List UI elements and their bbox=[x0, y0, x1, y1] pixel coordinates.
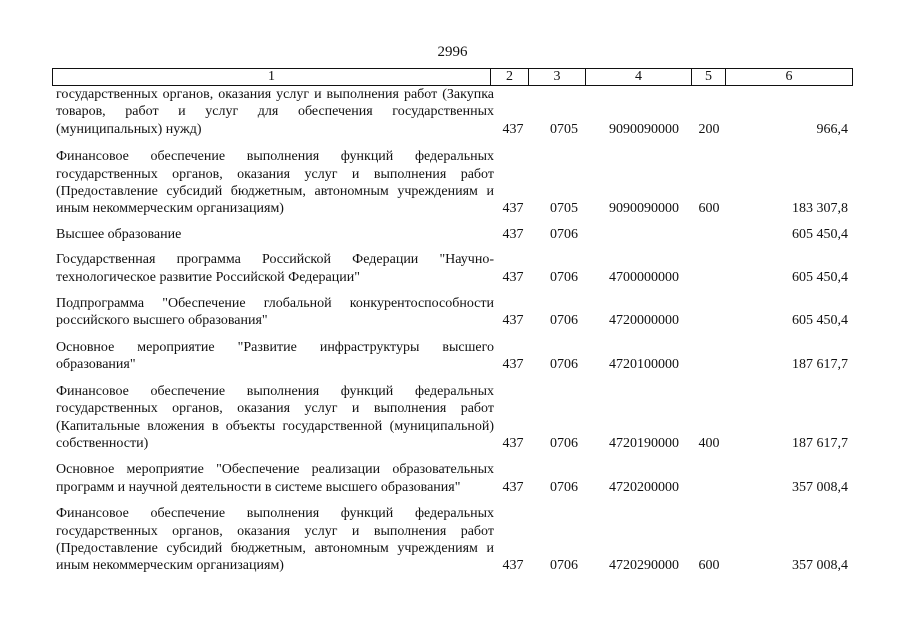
row-ministry-code: 437 bbox=[502, 201, 524, 217]
table-row bbox=[52, 295, 852, 330]
row-description: Основное мероприятие "Развитие инфраструктуры высшего образования" bbox=[56, 339, 494, 373]
table-row bbox=[52, 505, 852, 575]
row-description: Финансовое обеспечение выполнения функций федеральных государственных органов, оказания услуг и выполнения работ (Предоставление субсидий бюджетным, автономным учреждениям и иным некоммерческим организациям) bbox=[56, 506, 494, 574]
budget-table-body bbox=[52, 86, 852, 575]
row-target-code: 4700000000 bbox=[609, 269, 679, 285]
table-row bbox=[52, 461, 852, 496]
row-target-code: 4720000000 bbox=[609, 313, 679, 329]
row-section-code: 0705 bbox=[550, 121, 578, 137]
row-amount: 357 008,4 bbox=[792, 479, 848, 495]
row-section-code: 0706 bbox=[550, 479, 578, 495]
table-row bbox=[52, 383, 852, 453]
row-description: Финансовое обеспечение выполнения функций федеральных государственных органов, оказания услуг и выполнения работ (Капитальные вложения в объекты государственной (муниципальной) собственности) bbox=[56, 383, 494, 451]
row-section-code: 0706 bbox=[550, 269, 578, 285]
column-header-2: 2 bbox=[491, 69, 529, 86]
row-amount: 605 450,4 bbox=[792, 313, 848, 329]
row-ministry-code: 437 bbox=[502, 313, 524, 329]
column-header-3: 3 bbox=[529, 69, 586, 86]
row-section-code: 0706 bbox=[550, 226, 578, 242]
row-target-code: 9090090000 bbox=[609, 201, 679, 217]
row-description: Основное мероприятие "Обеспечение реализации образовательных программ и научной деятельности в системе высшего образования" bbox=[56, 462, 494, 495]
row-description: Государственная программа Российской Федерации "Научно-технологическое развитие Российской Федерации" bbox=[56, 252, 494, 285]
row-description: Подпрограмма "Обеспечение глобальной конкурентоспособности российского высшего образования" bbox=[56, 296, 494, 329]
column-header-5: 5 bbox=[692, 69, 726, 86]
row-amount: 183 307,8 bbox=[792, 201, 848, 217]
row-section-code: 0706 bbox=[550, 558, 578, 574]
row-ministry-code: 437 bbox=[502, 435, 524, 451]
row-amount: 605 450,4 bbox=[792, 269, 848, 285]
row-section-code: 0706 bbox=[550, 313, 578, 329]
row-target-code: 4720190000 bbox=[609, 435, 679, 451]
row-section-code: 0706 bbox=[550, 435, 578, 451]
page-number: 2996 bbox=[437, 44, 468, 60]
row-description: Высшее образование bbox=[56, 226, 182, 242]
row-target-code: 9090090000 bbox=[609, 121, 679, 137]
row-description: Финансовое обеспечение выполнения функций федеральных государственных органов, оказания услуг и выполнения работ (Предоставление субсидий бюджетным, автономным учреждениям и иным некоммерческим организациям) bbox=[56, 149, 494, 217]
row-ministry-code: 437 bbox=[502, 226, 524, 242]
column-header-table bbox=[52, 68, 853, 86]
column-header-4: 4 bbox=[586, 69, 692, 86]
row-expense-type: 600 bbox=[698, 201, 720, 217]
table-row bbox=[52, 226, 852, 243]
row-section-code: 0705 bbox=[550, 201, 578, 217]
row-target-code: 4720100000 bbox=[609, 357, 679, 373]
row-target-code: 4720290000 bbox=[609, 558, 679, 574]
table-row bbox=[52, 148, 852, 218]
row-amount: 966,4 bbox=[816, 121, 848, 137]
column-header-1: 1 bbox=[53, 69, 491, 86]
table-row bbox=[52, 86, 852, 138]
row-expense-type: 600 bbox=[698, 558, 720, 574]
row-amount: 187 617,7 bbox=[792, 357, 848, 373]
table-row bbox=[52, 339, 852, 374]
row-ministry-code: 437 bbox=[502, 479, 524, 495]
column-header-row bbox=[53, 69, 853, 86]
row-ministry-code: 437 bbox=[502, 121, 524, 137]
row-ministry-code: 437 bbox=[502, 558, 524, 574]
column-header-6: 6 bbox=[726, 69, 853, 86]
row-section-code: 0706 bbox=[550, 357, 578, 373]
row-amount: 357 008,4 bbox=[792, 558, 848, 574]
row-amount: 605 450,4 bbox=[792, 226, 848, 242]
table-row bbox=[52, 251, 852, 286]
row-expense-type: 400 bbox=[698, 435, 720, 451]
row-description: государственных органов, оказания услуг и выполнения работ (Закупка товаров, работ и услуг для обеспечения государственных (муниципальных) нужд) bbox=[56, 87, 494, 137]
row-amount: 187 617,7 bbox=[792, 435, 848, 451]
row-ministry-code: 437 bbox=[502, 269, 524, 285]
row-target-code: 4720200000 bbox=[609, 479, 679, 495]
row-ministry-code: 437 bbox=[502, 357, 524, 373]
row-expense-type: 200 bbox=[698, 121, 720, 137]
